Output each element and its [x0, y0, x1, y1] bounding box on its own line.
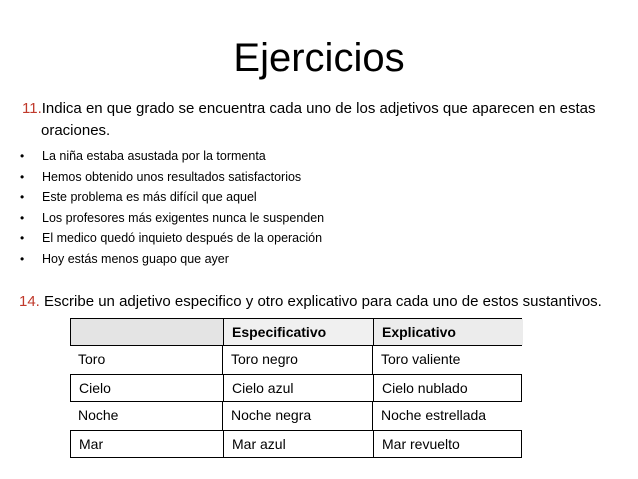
- table-row: [70, 346, 522, 374]
- table-cell: Noche negra: [222, 402, 372, 430]
- table-cell: Cielo azul: [223, 375, 373, 401]
- table-cell: Mar: [79, 436, 104, 452]
- list-item: [0, 208, 324, 229]
- exercise-14-prompt: [19, 292, 602, 312]
- table-cell: Noche estrellada: [372, 402, 522, 430]
- table-header-row: [70, 318, 522, 346]
- page-title: Ejercicios: [233, 36, 405, 80]
- exercise-11-prompt: [22, 98, 622, 142]
- sentence-text: Hemos obtenido unos resultados satisfactorios: [42, 169, 302, 184]
- header-cell-especificativo: Especificativo: [223, 319, 373, 345]
- sentence-text: El medico quedó inquieto después de la operación: [42, 231, 323, 246]
- sentence-text: Los profesores más exigentes nunca le suspenden: [42, 210, 325, 225]
- table-cell: Cielo nublado: [373, 375, 523, 401]
- exercise-14-text: Escribe un adjetivo especifico y otro explicativo para cada uno de estos sustantivos.: [39, 293, 602, 310]
- list-item: [0, 187, 324, 208]
- table-row: [70, 402, 522, 430]
- bullet-icon: •: [20, 169, 25, 184]
- bullet-icon: •: [20, 251, 25, 266]
- table-cell: Cielo: [79, 380, 111, 396]
- bullet-icon: •: [20, 149, 25, 163]
- sentence-text: Este problema es más difícil que aquel: [42, 190, 257, 205]
- exercise-11-number: 11.: [22, 100, 42, 117]
- bullet-icon: •: [20, 210, 25, 225]
- sentence-text: La niña estaba asustada por la tormenta: [42, 149, 266, 163]
- list-item: [0, 167, 324, 188]
- adjective-table: [70, 318, 522, 458]
- bullet-icon: •: [20, 231, 25, 246]
- bullet-icon: •: [20, 190, 25, 205]
- table-cell: Noche: [78, 407, 119, 423]
- exercise-11-text-line2: oraciones.: [41, 122, 111, 139]
- table-row: [70, 374, 522, 402]
- exercise-11-text-line1: Indica en que grado se encuentra cada uno de los adjetivos que aparecen en estas: [41, 100, 596, 117]
- table-cell: Toro: [78, 351, 106, 367]
- header-cell-explicativo: Explicativo: [373, 319, 523, 345]
- list-item: [0, 228, 324, 249]
- table-cell: Mar azul: [223, 431, 373, 457]
- table-cell: Mar revuelto: [373, 431, 523, 457]
- sentence-text: Hoy estás menos guapo que ayer: [42, 251, 229, 266]
- table-cell: Toro valiente: [372, 346, 522, 374]
- exercise-11-sentence-list: [0, 146, 324, 270]
- header-cell-noun: [71, 319, 223, 345]
- list-item: [0, 249, 324, 270]
- exercise-14-number: 14.: [19, 293, 40, 310]
- table-cell: Toro negro: [222, 346, 372, 374]
- table-row: [70, 430, 522, 458]
- list-item: [0, 146, 324, 167]
